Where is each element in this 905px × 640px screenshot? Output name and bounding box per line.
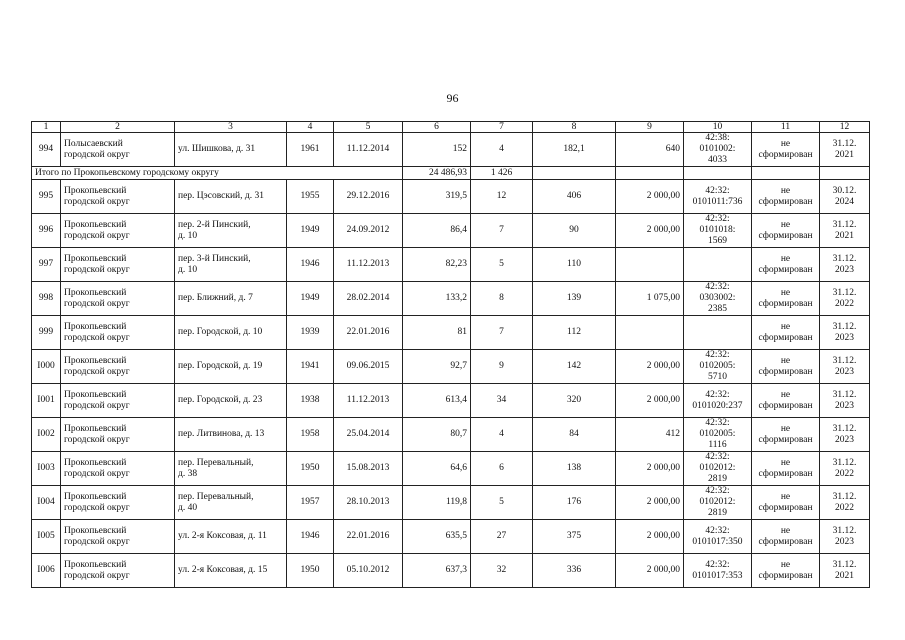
area2-cell: 110	[533, 248, 616, 282]
area-cell: 319,5	[403, 180, 471, 214]
area-cell: 86,4	[403, 214, 471, 248]
status-cell: не сформирован	[752, 384, 820, 418]
row-number: 995	[32, 180, 61, 214]
year-cell: 1946	[287, 248, 334, 282]
date-cell: 28.02.2014	[334, 282, 403, 316]
cost-cell	[616, 248, 684, 282]
date-cell: 24.09.2012	[334, 214, 403, 248]
year-cell: 1958	[287, 418, 334, 452]
status-cell: не сформирован	[752, 418, 820, 452]
column-header: 9	[616, 122, 684, 133]
municipality-cell: Прокопьевский городской округ	[61, 418, 175, 452]
residents-cell: 7	[471, 214, 533, 248]
year-cell: 1949	[287, 214, 334, 248]
total-residents: 1 426	[471, 167, 533, 180]
row-number: I002	[32, 418, 61, 452]
address-cell: ул. 2-я Коксовая, д. 11	[175, 520, 287, 554]
cost-cell: 2 000,00	[616, 214, 684, 248]
deadline-cell: 31.12. 2022	[820, 282, 870, 316]
address-cell: пер. Перевальный, д. 40	[175, 486, 287, 520]
deadline-cell: 31.12. 2023	[820, 384, 870, 418]
address-cell: пер. Городской, д. 10	[175, 316, 287, 350]
year-cell: 1955	[287, 180, 334, 214]
cadastral-number-cell: 42:32: 0101020:237	[684, 384, 752, 418]
cadastral-number-cell: 42:32: 0101017:350	[684, 520, 752, 554]
deadline-cell: 31.12. 2023	[820, 418, 870, 452]
table-row	[32, 316, 870, 350]
status-cell: не сформирован	[752, 452, 820, 486]
area-cell: 637,3	[403, 554, 471, 588]
residents-cell: 27	[471, 520, 533, 554]
year-cell: 1949	[287, 282, 334, 316]
table-row	[32, 248, 870, 282]
cadastral-number-cell: 42:32: 0102012: 2819	[684, 486, 752, 520]
municipality-cell: Прокопьевский городской округ	[61, 350, 175, 384]
table-row	[32, 520, 870, 554]
area-cell: 80,7	[403, 418, 471, 452]
cost-cell: 1 075,00	[616, 282, 684, 316]
address-cell: пер. Городской, д. 19	[175, 350, 287, 384]
deadline-cell: 30.12. 2024	[820, 180, 870, 214]
empty-cell	[616, 167, 684, 180]
row-number: 997	[32, 248, 61, 282]
status-cell: не сформирован	[752, 282, 820, 316]
row-number: I005	[32, 520, 61, 554]
page-number: 96	[446, 91, 459, 105]
column-header: 1	[32, 122, 61, 133]
address-cell: пер. Городской, д. 23	[175, 384, 287, 418]
area-cell: 81	[403, 316, 471, 350]
year-cell: 1938	[287, 384, 334, 418]
cost-cell: 640	[616, 133, 684, 167]
municipality-cell: Прокопьевский городской округ	[61, 452, 175, 486]
area-cell: 133,2	[403, 282, 471, 316]
column-header: 2	[61, 122, 175, 133]
cadastral-number-cell	[684, 316, 752, 350]
cadastral-number-cell	[684, 248, 752, 282]
deadline-cell: 31.12. 2023	[820, 316, 870, 350]
total-area: 24 486,93	[403, 167, 471, 180]
residents-cell: 32	[471, 554, 533, 588]
table-row	[32, 133, 870, 167]
column-header: 8	[533, 122, 616, 133]
column-header: 10	[684, 122, 752, 133]
address-cell: пер. 3-й Пинский, д. 10	[175, 248, 287, 282]
area-cell: 82,23	[403, 248, 471, 282]
municipality-cell: Прокопьевский городской округ	[61, 214, 175, 248]
residents-cell: 12	[471, 180, 533, 214]
municipality-cell: Прокопьевский городской округ	[61, 520, 175, 554]
table-body	[32, 133, 870, 588]
date-cell: 29.12.2016	[334, 180, 403, 214]
deadline-cell: 31.12. 2022	[820, 486, 870, 520]
cost-cell	[616, 316, 684, 350]
area2-cell: 138	[533, 452, 616, 486]
cadastral-number-cell: 42:32: 0102012: 2819	[684, 452, 752, 486]
area2-cell: 182,1	[533, 133, 616, 167]
residents-cell: 7	[471, 316, 533, 350]
cost-cell: 2 000,00	[616, 554, 684, 588]
municipality-cell: Прокопьевский городской округ	[61, 180, 175, 214]
table-row	[32, 418, 870, 452]
date-cell: 11.12.2014	[334, 133, 403, 167]
area2-cell: 375	[533, 520, 616, 554]
cadastral-number-cell: 42:32: 0101018: 1569	[684, 214, 752, 248]
residents-cell: 5	[471, 486, 533, 520]
table-row	[32, 384, 870, 418]
address-cell: ул. 2-я Коксовая, д. 15	[175, 554, 287, 588]
total-row	[32, 167, 870, 180]
year-cell: 1957	[287, 486, 334, 520]
empty-cell	[752, 167, 820, 180]
cost-cell: 2 000,00	[616, 520, 684, 554]
area2-cell: 142	[533, 350, 616, 384]
status-cell: не сформирован	[752, 350, 820, 384]
column-header: 3	[175, 122, 287, 133]
area2-cell: 176	[533, 486, 616, 520]
municipality-cell: Прокопьевский городской округ	[61, 384, 175, 418]
residents-cell: 4	[471, 133, 533, 167]
cost-cell: 2 000,00	[616, 180, 684, 214]
area2-cell: 139	[533, 282, 616, 316]
area2-cell: 112	[533, 316, 616, 350]
row-number: I004	[32, 486, 61, 520]
column-header: 6	[403, 122, 471, 133]
status-cell: не сформирован	[752, 520, 820, 554]
date-cell: 28.10.2013	[334, 486, 403, 520]
municipality-cell: Прокопьевский городской округ	[61, 554, 175, 588]
cadastral-number-cell: 42:32: 0101017:353	[684, 554, 752, 588]
status-cell: не сформирован	[752, 133, 820, 167]
status-cell: не сформирован	[752, 486, 820, 520]
housing-registry-table	[31, 121, 870, 588]
row-number: 998	[32, 282, 61, 316]
date-cell: 15.08.2013	[334, 452, 403, 486]
cadastral-number-cell: 42:32: 0303002: 2385	[684, 282, 752, 316]
residents-cell: 34	[471, 384, 533, 418]
address-cell: пер. Ближний, д. 7	[175, 282, 287, 316]
year-cell: 1950	[287, 452, 334, 486]
date-cell: 22.01.2016	[334, 316, 403, 350]
deadline-cell: 31.12. 2023	[820, 520, 870, 554]
column-header: 5	[334, 122, 403, 133]
cost-cell: 2 000,00	[616, 350, 684, 384]
status-cell: не сформирован	[752, 248, 820, 282]
cadastral-number-cell: 42:32: 0102005: 5710	[684, 350, 752, 384]
deadline-cell: 31.12. 2023	[820, 248, 870, 282]
table-row	[32, 214, 870, 248]
residents-cell: 6	[471, 452, 533, 486]
deadline-cell: 31.12. 2022	[820, 452, 870, 486]
row-number: I001	[32, 384, 61, 418]
date-cell: 09.06.2015	[334, 350, 403, 384]
year-cell: 1961	[287, 133, 334, 167]
residents-cell: 4	[471, 418, 533, 452]
cadastral-number-cell: 42:32: 0101011:736	[684, 180, 752, 214]
residents-cell: 9	[471, 350, 533, 384]
year-cell: 1950	[287, 554, 334, 588]
year-cell: 1939	[287, 316, 334, 350]
status-cell: не сформирован	[752, 214, 820, 248]
column-header: 4	[287, 122, 334, 133]
table-row	[32, 486, 870, 520]
cost-cell: 2 000,00	[616, 486, 684, 520]
address-cell: ул. Шишкова, д. 31	[175, 133, 287, 167]
area2-cell: 84	[533, 418, 616, 452]
cadastral-number-cell: 42:32: 0102005: 1116	[684, 418, 752, 452]
municipality-cell: Прокопьевский городской округ	[61, 486, 175, 520]
area-cell: 64,6	[403, 452, 471, 486]
cost-cell: 2 000,00	[616, 384, 684, 418]
date-cell: 22.01.2016	[334, 520, 403, 554]
table-row	[32, 554, 870, 588]
deadline-cell: 31.12. 2021	[820, 133, 870, 167]
empty-cell	[820, 167, 870, 180]
status-cell: не сформирован	[752, 554, 820, 588]
empty-cell	[684, 167, 752, 180]
cadastral-number-cell: 42:38: 0101002: 4033	[684, 133, 752, 167]
table-row	[32, 350, 870, 384]
date-cell: 05.10.2012	[334, 554, 403, 588]
address-cell: пер. Литвинова, д. 13	[175, 418, 287, 452]
total-label: Итого по Прокопьевскому городскому округу	[32, 167, 403, 180]
area2-cell: 320	[533, 384, 616, 418]
area-cell: 613,4	[403, 384, 471, 418]
column-header-row	[32, 122, 870, 133]
status-cell: не сформирован	[752, 180, 820, 214]
row-number: 996	[32, 214, 61, 248]
municipality-cell: Прокопьевский городской округ	[61, 316, 175, 350]
column-header: 12	[820, 122, 870, 133]
date-cell: 25.04.2014	[334, 418, 403, 452]
area-cell: 152	[403, 133, 471, 167]
address-cell: пер. Цэсовский, д. 31	[175, 180, 287, 214]
row-number: I003	[32, 452, 61, 486]
deadline-cell: 31.12. 2021	[820, 554, 870, 588]
area2-cell: 336	[533, 554, 616, 588]
deadline-cell: 31.12. 2023	[820, 350, 870, 384]
deadline-cell: 31.12. 2021	[820, 214, 870, 248]
area-cell: 92,7	[403, 350, 471, 384]
area-cell: 635,5	[403, 520, 471, 554]
row-number: I006	[32, 554, 61, 588]
cost-cell: 412	[616, 418, 684, 452]
date-cell: 11.12.2013	[334, 384, 403, 418]
column-header: 7	[471, 122, 533, 133]
year-cell: 1941	[287, 350, 334, 384]
municipality-cell: Прокопьевский городской округ	[61, 248, 175, 282]
year-cell: 1946	[287, 520, 334, 554]
cost-cell: 2 000,00	[616, 452, 684, 486]
date-cell: 11.12.2013	[334, 248, 403, 282]
row-number: 994	[32, 133, 61, 167]
row-number: 999	[32, 316, 61, 350]
table-row	[32, 452, 870, 486]
area2-cell: 406	[533, 180, 616, 214]
table-row	[32, 180, 870, 214]
column-header: 11	[752, 122, 820, 133]
municipality-cell: Полысаевский городской округ	[61, 133, 175, 167]
area-cell: 119,8	[403, 486, 471, 520]
address-cell: пер. 2-й Пинский, д. 10	[175, 214, 287, 248]
residents-cell: 5	[471, 248, 533, 282]
municipality-cell: Прокопьевский городской округ	[61, 282, 175, 316]
status-cell: не сформирован	[752, 316, 820, 350]
table-row	[32, 282, 870, 316]
row-number: I000	[32, 350, 61, 384]
empty-cell	[533, 167, 616, 180]
area2-cell: 90	[533, 214, 616, 248]
residents-cell: 8	[471, 282, 533, 316]
address-cell: пер. Перевальный, д. 38	[175, 452, 287, 486]
